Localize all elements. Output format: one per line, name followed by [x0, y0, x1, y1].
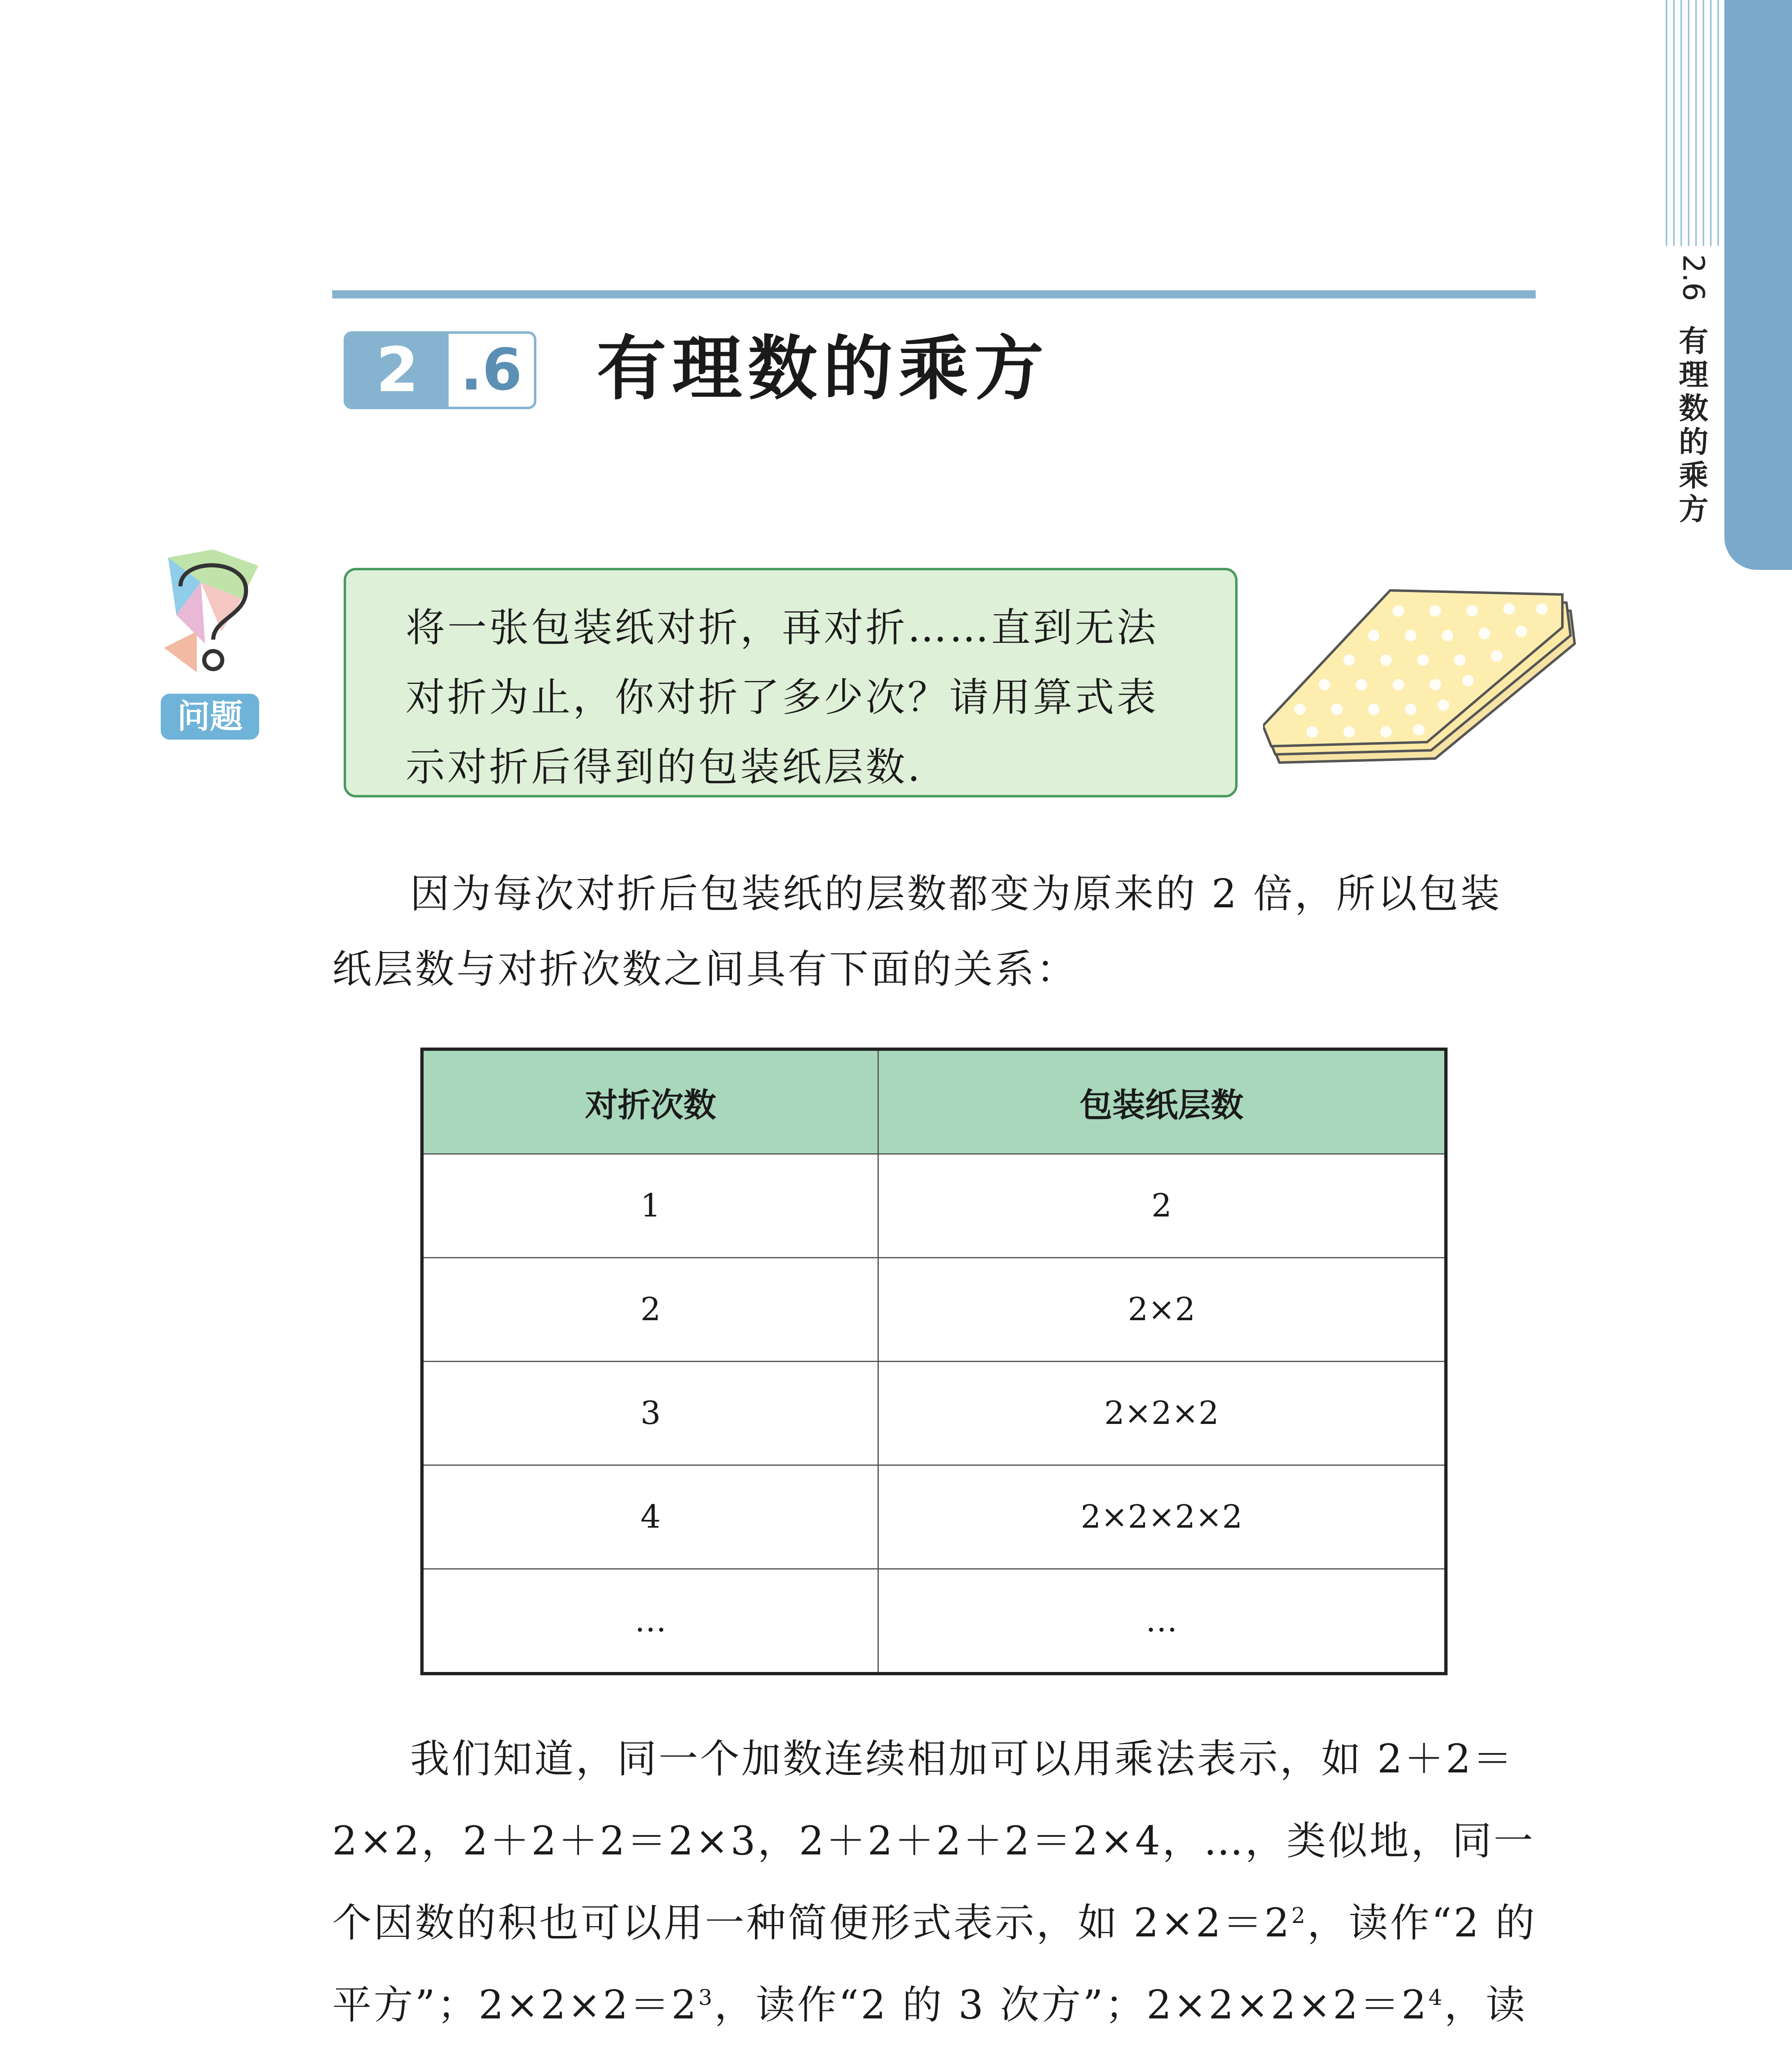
table-cell: 3 — [422, 1362, 878, 1465]
table-cell: 2×2 — [878, 1258, 1446, 1362]
table-header-folds: 对折次数 — [422, 1049, 878, 1154]
paragraph-intro: 因为每次对折后包装纸的层数都变为原来的 2 倍，所以包装纸层数与对折次数之间具有下面的关系： — [332, 871, 1502, 992]
section-title: 有理数的乘方 — [597, 328, 1050, 410]
table-header-layers: 包装纸层数 — [878, 1049, 1446, 1154]
exponent: 3 — [698, 1985, 714, 2010]
problem-badge: 问题 — [161, 694, 259, 740]
table-row — [422, 1465, 1446, 1569]
powers-text-1: 我们知道，同一个加数连续相加可以用乘法表示，如 2＋2＝2×2，2＋2＋2＝2×3，2＋2＋2＋2＝2×4，…，类似地，同一个因数的积也可以用一种简便形式表示，如 2×2＝2 — [332, 1736, 1535, 1946]
table-cell: 2×2×2 — [878, 1362, 1446, 1465]
side-tab-number: 2.6 — [1676, 254, 1711, 301]
powers-text-2: ，读作“2 的平方”；2×2×2＝2 — [332, 1900, 1537, 2028]
problem-box: 将一张包装纸对折，再对折……直到无法对折为止，你对折了多少次？请用算式表示对折后得到的包装纸层数. — [344, 568, 1238, 797]
table-cell: 1 — [422, 1154, 878, 1258]
table-row — [422, 1154, 1446, 1258]
heading-rule — [332, 290, 1536, 298]
powers-text-4: ，读 — [1444, 1982, 1528, 2028]
table-cell: … — [878, 1569, 1446, 1674]
section-number-box — [344, 331, 536, 409]
section-number: .6 — [460, 337, 522, 403]
table-cell: 2 — [878, 1154, 1446, 1258]
question-tangram-icon — [152, 549, 275, 689]
paragraph-powers — [332, 1718, 1538, 2050]
chapter-number: 2 — [346, 334, 449, 407]
exponent: 2 — [1291, 1903, 1307, 1928]
side-tab-label — [1673, 254, 1714, 526]
folded-wrapping-paper-illustration — [1263, 586, 1583, 775]
table-cell: 2 — [422, 1258, 878, 1362]
exponent: 4 — [1428, 1985, 1445, 2010]
table-cell: … — [422, 1569, 878, 1674]
table-cell: 4 — [422, 1465, 878, 1569]
side-tab-stripes — [1666, 0, 1723, 246]
folding-table — [420, 1048, 1448, 1675]
side-tab-title: 有理数的乘方 — [1678, 323, 1708, 526]
table-row — [422, 1569, 1446, 1674]
table-cell: 2×2×2×2 — [878, 1465, 1446, 1569]
table-row — [422, 1258, 1446, 1362]
powers-text-3: ，读作“2 的 3 次方”；2×2×2×2＝2 — [714, 1982, 1429, 2028]
side-tab — [1724, 0, 1792, 570]
table-row — [422, 1362, 1446, 1465]
